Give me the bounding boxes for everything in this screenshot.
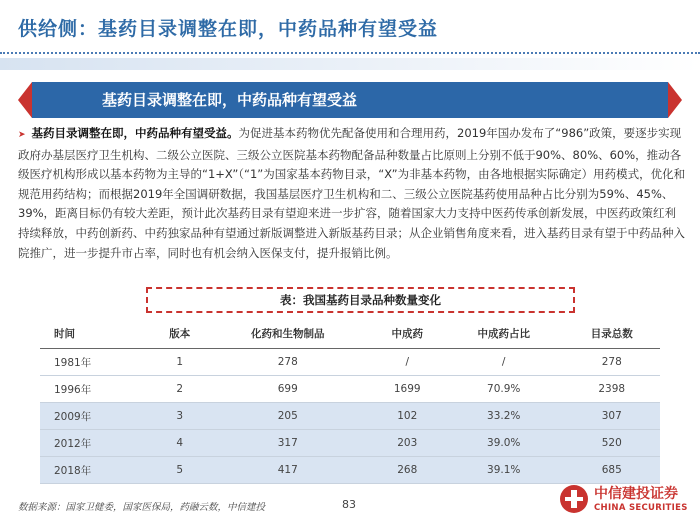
cell-chemical: 278 bbox=[205, 349, 371, 376]
cell-total: 520 bbox=[563, 430, 660, 457]
logo-mark-icon bbox=[560, 485, 588, 513]
banner-right-arrow-icon bbox=[668, 82, 682, 118]
logo-name-en: CHINA SECURITIES bbox=[594, 503, 688, 513]
cell-version: 5 bbox=[155, 457, 205, 484]
table-row bbox=[40, 376, 660, 403]
company-logo bbox=[560, 482, 696, 518]
table-row bbox=[40, 349, 660, 376]
col-header-time: 时间 bbox=[40, 318, 155, 349]
col-header-chemical: 化药和生物制品 bbox=[205, 318, 371, 349]
col-header-total: 目录总数 bbox=[563, 318, 660, 349]
cell-tcm-share: 39.0% bbox=[444, 430, 564, 457]
cell-total: 278 bbox=[563, 349, 660, 376]
essential-drug-table bbox=[40, 318, 660, 484]
cell-time: 2012年 bbox=[40, 430, 155, 457]
cell-time: 2018年 bbox=[40, 457, 155, 484]
cell-total: 307 bbox=[563, 403, 660, 430]
page-number: 83 bbox=[342, 498, 356, 511]
table-row bbox=[40, 430, 660, 457]
title-divider bbox=[0, 52, 700, 54]
table-row bbox=[40, 457, 660, 484]
cell-version: 1 bbox=[155, 349, 205, 376]
banner-text: 基药目录调整在即，中药品种有望受益 bbox=[32, 82, 668, 118]
cell-version: 4 bbox=[155, 430, 205, 457]
paragraph-text: 为促进基本药物优先配备使用和合理用药，2019年国办发布了“986”政策，要逐步实现政府办基层医疗卫生机构、二级公立医院、三级公立医院基本药物配备品种数量占比原则上分别不低于90%、80%、60%，推动各级医疗机构形成以基本药物为主导的“1+X”（“1”为国家基本药物目录，“X”为非基本药物，由各地根据实际确定）用药模式，优化和规范用药结构；而根据2019年全国调研数据，我国基层医疗卫生机构和二、三级公立医院基药使用品种占比分别为59%、45%、39%，距离目标仍有较大差距，预计此次基药目录有望迎来进一步扩容，随着国家大力支持中医药传承创新发展，中医药政策红利持续释放，中药创新药、中药独家品种有望通过新版调整进入新版基药目录；从企业销售角度来看，进入基药目录有望于中药品种入院推广，进一步提升市占率，同时也有机会纳入医保支付，提升报销比例。 bbox=[18, 126, 686, 260]
cell-tcm-share: 33.2% bbox=[444, 403, 564, 430]
banner-left-arrow-icon bbox=[18, 82, 32, 118]
cell-chemical: 699 bbox=[205, 376, 371, 403]
cell-tcm: 102 bbox=[371, 403, 444, 430]
cell-tcm: 268 bbox=[371, 457, 444, 484]
cell-total: 2398 bbox=[563, 376, 660, 403]
logo-name-cn: 中信建投证券 bbox=[594, 486, 678, 502]
col-header-tcm: 中成药 bbox=[371, 318, 444, 349]
cell-time: 1981年 bbox=[40, 349, 155, 376]
col-header-version: 版本 bbox=[155, 318, 205, 349]
body-paragraph bbox=[18, 124, 686, 263]
paragraph-lead: 基药目录调整在即，中药品种有望受益。 bbox=[31, 126, 239, 140]
source-note: 数据来源：国家卫健委，国家医保局，药融云数，中信建投 bbox=[18, 502, 266, 513]
table-caption: 表：我国基药目录品种数量变化 bbox=[146, 287, 575, 313]
bullet-arrow-icon: ➤ bbox=[18, 130, 26, 140]
col-header-tcm-share: 中成药占比 bbox=[444, 318, 564, 349]
cell-time: 1996年 bbox=[40, 376, 155, 403]
cell-tcm: / bbox=[371, 349, 444, 376]
cell-tcm: 1699 bbox=[371, 376, 444, 403]
cell-version: 2 bbox=[155, 376, 205, 403]
cell-time: 2009年 bbox=[40, 403, 155, 430]
title-gradient-band bbox=[0, 58, 700, 70]
table-header-row bbox=[40, 318, 660, 349]
cell-tcm-share: 39.1% bbox=[444, 457, 564, 484]
page-title: 供给侧：基药目录调整在即，中药品种有望受益 bbox=[18, 18, 439, 40]
cell-version: 3 bbox=[155, 403, 205, 430]
cell-chemical: 417 bbox=[205, 457, 371, 484]
cell-chemical: 205 bbox=[205, 403, 371, 430]
section-banner bbox=[18, 82, 682, 118]
cell-total: 685 bbox=[563, 457, 660, 484]
cell-tcm-share: / bbox=[444, 349, 564, 376]
cell-tcm-share: 70.9% bbox=[444, 376, 564, 403]
cell-tcm: 203 bbox=[371, 430, 444, 457]
table-row bbox=[40, 403, 660, 430]
cell-chemical: 317 bbox=[205, 430, 371, 457]
